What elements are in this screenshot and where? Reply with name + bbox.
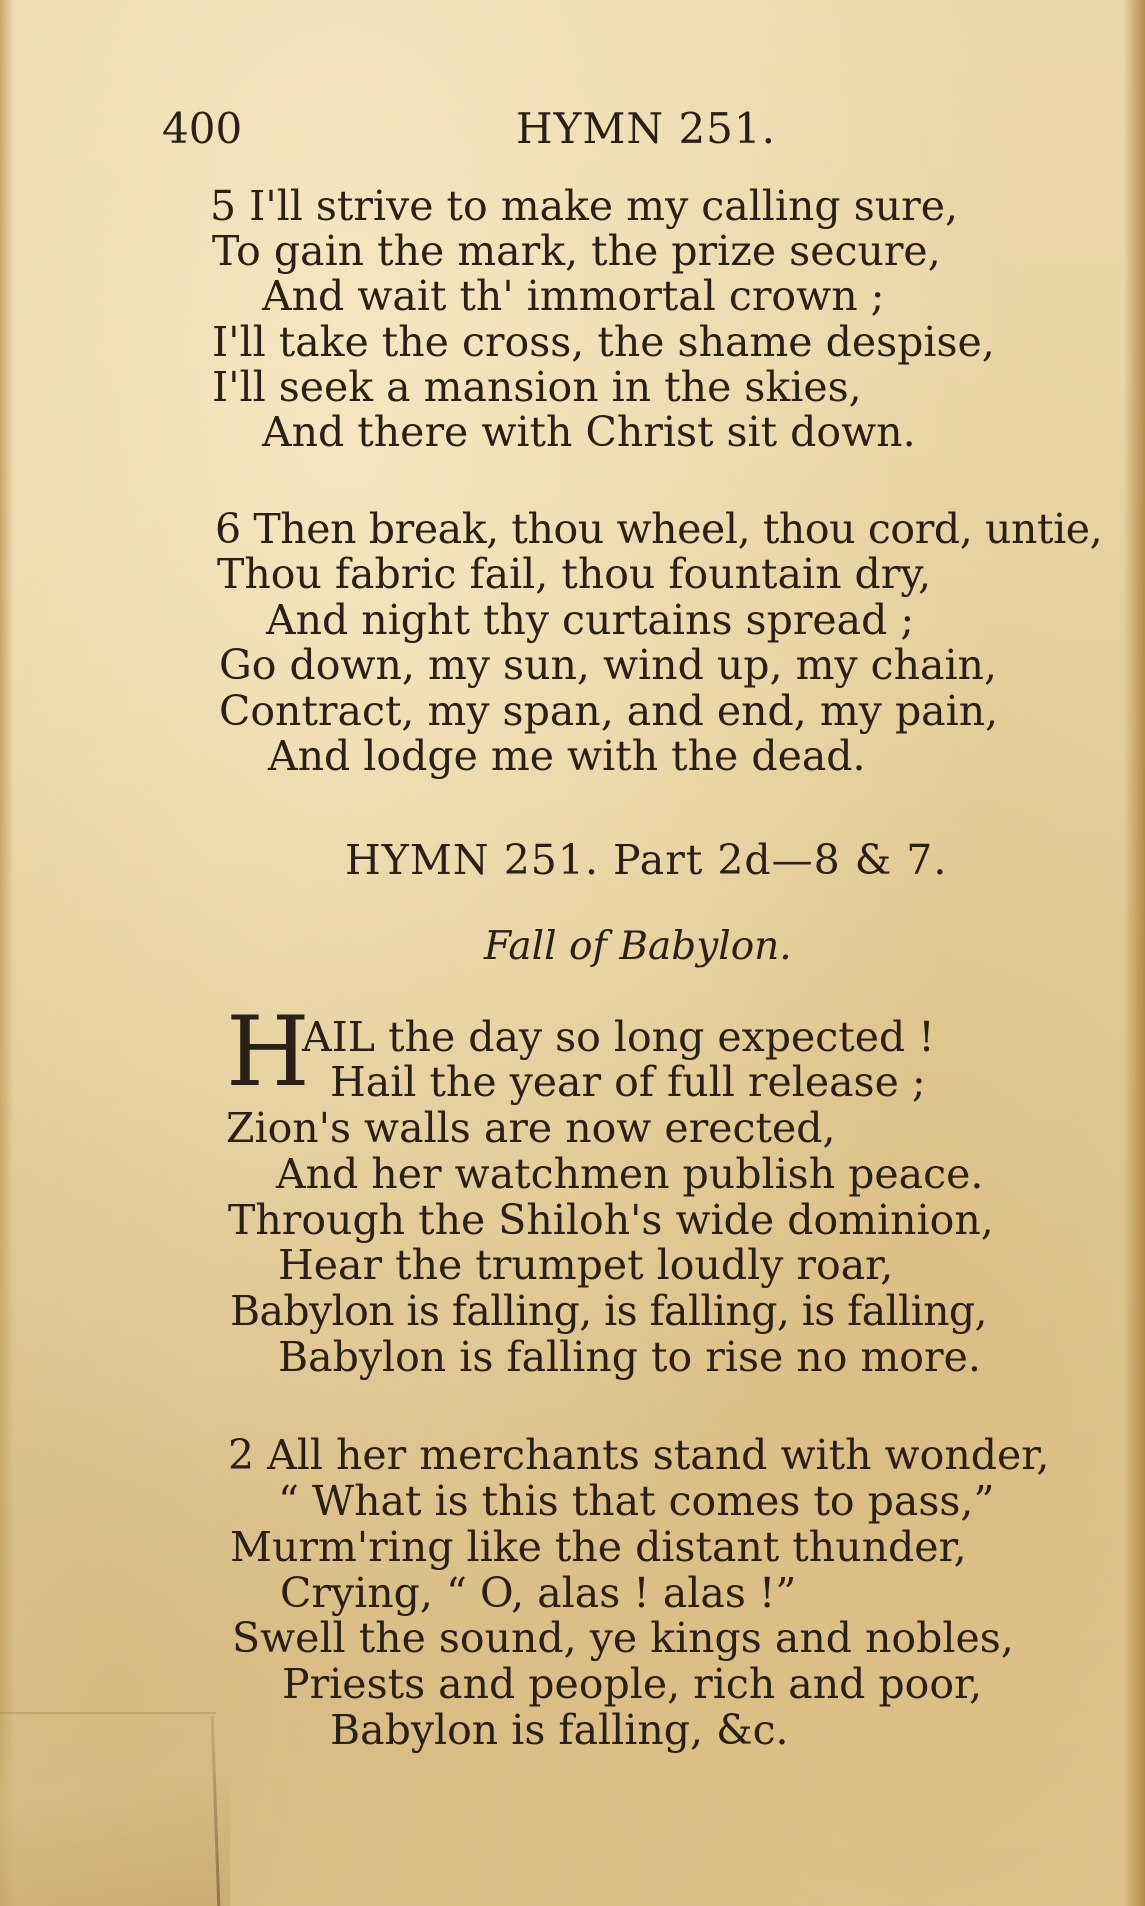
running-title: HYMN 251. [516, 104, 776, 153]
verse6-line-2: Thou fabric fail, thou fountain dry, [217, 550, 932, 598]
verse5-line-5: I'll seek a mansion in the skies, [212, 363, 862, 411]
hymn2-verse1-line-2: Hail the year of full release ; [330, 1058, 926, 1106]
page-edge-shadow-left [0, 0, 14, 1906]
hymn-title: HYMN 251. Part 2d—8 & 7. [345, 836, 948, 884]
verse6-line-1: 6 Then break, thou wheel, thou cord, untie, [215, 505, 1103, 553]
verse6-line-3: And night thy curtains spread ; [266, 596, 915, 644]
hymn2-verse2-line-3: Murm'ring like the distant thunder, [230, 1523, 967, 1571]
hymn2-verse2-line-6: Priests and people, rich and poor, [282, 1660, 983, 1708]
hymn2-verse1-line-6: Hear the trumpet loudly roar, [278, 1241, 894, 1289]
hymn2-verse1-line-3: Zion's walls are now erected, [226, 1104, 836, 1152]
verse5-line-6: And there with Christ sit down. [262, 408, 916, 456]
hymn2-verse1-line-4: And her watchmen publish peace. [276, 1150, 984, 1198]
hymn2-verse2-line-5: Swell the sound, ye kings and nobles, [232, 1614, 1014, 1662]
verse5-line-1: 5 I'll strive to make my calling sure, [210, 182, 959, 230]
hymn2-verse2-line-2: “ What is this that comes to pass,” [278, 1477, 995, 1525]
verse6-line-4: Go down, my sun, wind up, my chain, [219, 641, 997, 689]
page-edge-shadow-right [1123, 0, 1145, 1906]
torn-corner-top-edge [0, 1712, 216, 1714]
hymn2-verse2-line-1: 2 All her merchants stand with wonder, [228, 1431, 1050, 1479]
verse5-line-4: I'll take the cross, the shame despise, [212, 318, 995, 366]
torn-corner [0, 1716, 230, 1906]
hymn2-verse1-line-1: AIL the day so long expected ! [302, 1013, 935, 1061]
page-number: 400 [162, 104, 243, 153]
hymn2-verse2-line-4: Crying, “ O, alas ! alas !” [280, 1569, 797, 1617]
hymn-subtitle: Fall of Babylon. [484, 924, 792, 969]
verse5-line-3: And wait th' immortal crown ; [262, 272, 885, 320]
hymn2-verse1-line-5: Through the Shiloh's wide dominion, [228, 1196, 994, 1244]
hymn2-verse1-line-8: Babylon is falling to rise no more. [278, 1333, 981, 1381]
drop-cap: H [226, 996, 310, 1108]
verse6-line-6: And lodge me with the dead. [268, 732, 866, 780]
hymn2-verse2-line-7: Babylon is falling, &c. [330, 1706, 789, 1754]
verse6-line-5: Contract, my span, and end, my pain, [219, 687, 999, 735]
hymn2-verse1-line-7: Babylon is falling, is falling, is falling, [230, 1287, 987, 1335]
verse5-line-2: To gain the mark, the prize secure, [212, 227, 941, 275]
